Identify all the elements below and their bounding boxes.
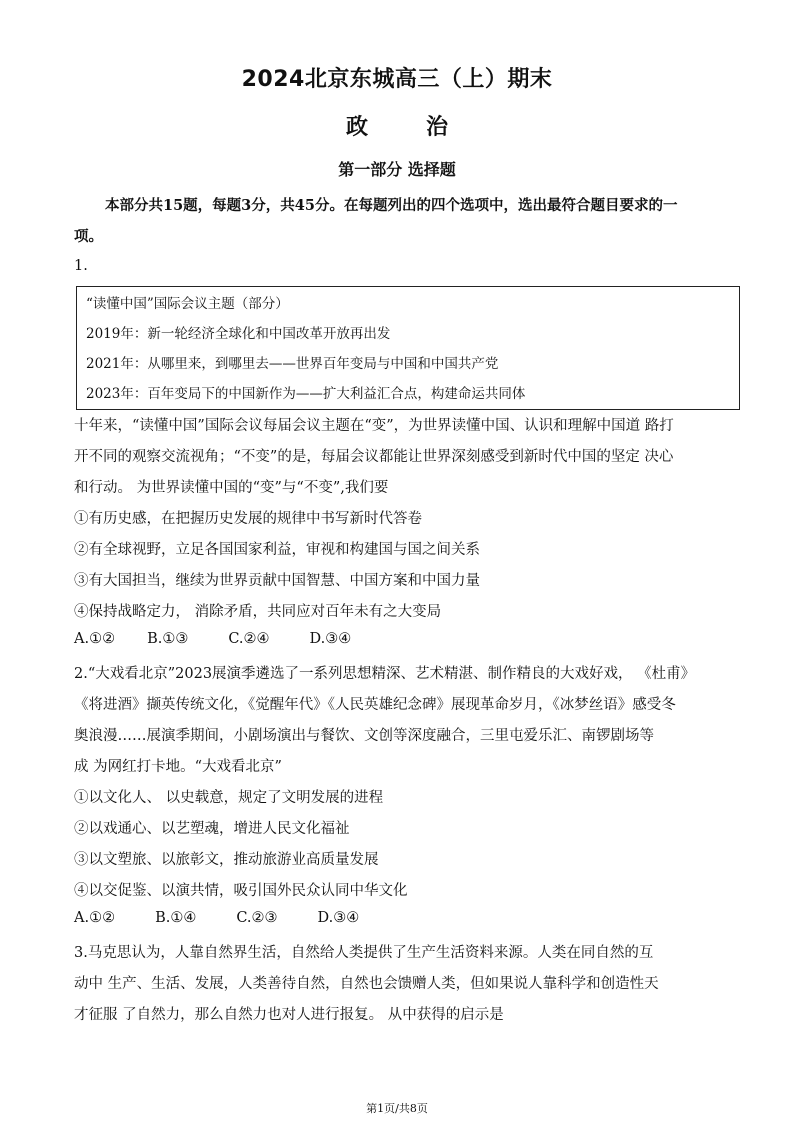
choice-a[interactable]: A.①② xyxy=(74,631,116,647)
instructions xyxy=(74,190,724,252)
choice-b[interactable]: B.①④ xyxy=(155,910,197,926)
question-2-stem-line: 《将进酒》撷英传统文化，《觉醒年代》《人民英雄纪念碑》展现革命岁月，《冰梦丝语》感受冬 xyxy=(74,697,676,713)
question-1-statement: ②有全球视野，立足各国国家利益，审视和构建国与国之间关系 xyxy=(74,542,480,558)
choice-b[interactable]: B.①③ xyxy=(147,631,189,647)
material-line: 2021年：从哪里来，到哪里去——世界百年变局与中国和中国共产党 xyxy=(86,356,499,372)
subject-char-2: 治 xyxy=(425,115,448,140)
question-2-statement: ④以交促鉴、以演共情，吸引国外民众认同中华文化 xyxy=(74,883,408,899)
question-1-stem-line: 十年来，“读懂中国”国际会议每届会议主题在“变”，为世界读懂中国、认识和理解中国道 路打 xyxy=(74,418,674,434)
choice-d[interactable]: D.③④ xyxy=(317,910,360,926)
question-3-stem-line: 才征服 了自然力，那么自然力也对人进行报复。 从中获得的启示是 xyxy=(74,1007,504,1023)
question-1-choices xyxy=(74,631,351,647)
question-3-stem-line: 动中 生产、生活、发展，人类善待自然，自然也会馈赠人类，但如果说人靠科学和创造性天 xyxy=(74,976,659,992)
question-2-stem-line: 成 为网红打卡地。“大戏看北京” xyxy=(74,759,282,775)
instructions-line-1: 本部分共15题，每题3分，共45分。在每题列出的四个选项中，选出最符合题目要求的一 xyxy=(105,197,678,214)
question-1-statement: ④保持战略定力， 消除矛盾，共同应对百年未有之大变局 xyxy=(74,604,442,620)
question-2-stem-line: 2.“大戏看北京”2023展演季遴选了一系列思想精深、艺术精湛、制作精良的大戏好戏， 《杜甫》 xyxy=(74,666,696,682)
page-title: 2024北京东城高三（上）期末 xyxy=(241,67,553,92)
choice-c[interactable]: C.②④ xyxy=(228,631,270,647)
subject-title xyxy=(0,110,794,141)
question-1-material-box xyxy=(76,286,740,410)
question-1-stem-line: 开不同的观察交流视角；“不变”的是，每届会议都能让世界深刻感受到新时代中国的坚定 决心 xyxy=(74,449,674,465)
question-2-stem-line: 奥浪漫……展演季期间，小剧场演出与餐饮、文创等深度融合，三里屯爱乐汇、南锣剧场等 xyxy=(74,728,654,744)
material-line: “读懂中国”国际会议主题（部分） xyxy=(86,296,289,312)
question-1-statement: ③有大国担当，继续为世界贡献中国智慧、中国方案和中国力量 xyxy=(74,573,480,589)
question-1-stem-line: 和行动。 为世界读懂中国的“变”与“不变”,我们要 xyxy=(74,480,389,496)
question-3-stem-line: 3.马克思认为，人靠自然界生活，自然给人类提供了生产生活资料来源。人类在同自然的互 xyxy=(74,945,654,961)
instructions-line-2: 项。 xyxy=(74,228,103,245)
question-1-number: 1. xyxy=(74,258,88,274)
question-2-statement: ②以戏通心、以艺塑魂，增进人民文化福祉 xyxy=(74,821,350,837)
material-line: 2023年：百年变局下的中国新作为——扩大利益汇合点，构建命运共同体 xyxy=(86,386,526,402)
question-2-statement: ③以文塑旅、以旅彰文，推动旅游业高质量发展 xyxy=(74,852,379,868)
material-line: 2019年：新一轮经济全球化和中国改革开放再出发 xyxy=(86,326,391,342)
question-2-choices xyxy=(74,910,359,926)
subject-char-1: 政 xyxy=(345,115,368,140)
choice-d[interactable]: D.③④ xyxy=(309,631,352,647)
section-title: 第一部分 选择题 xyxy=(338,160,456,179)
choice-c[interactable]: C.②③ xyxy=(236,910,278,926)
question-2-statement: ①以文化人、 以史载意，规定了文明发展的进程 xyxy=(74,790,384,806)
page-footer: 第1页/共8页 xyxy=(366,1102,428,1115)
choice-a[interactable]: A.①② xyxy=(74,910,116,926)
question-1-statement: ①有历史感，在把握历史发展的规律中书写新时代答卷 xyxy=(74,511,422,527)
